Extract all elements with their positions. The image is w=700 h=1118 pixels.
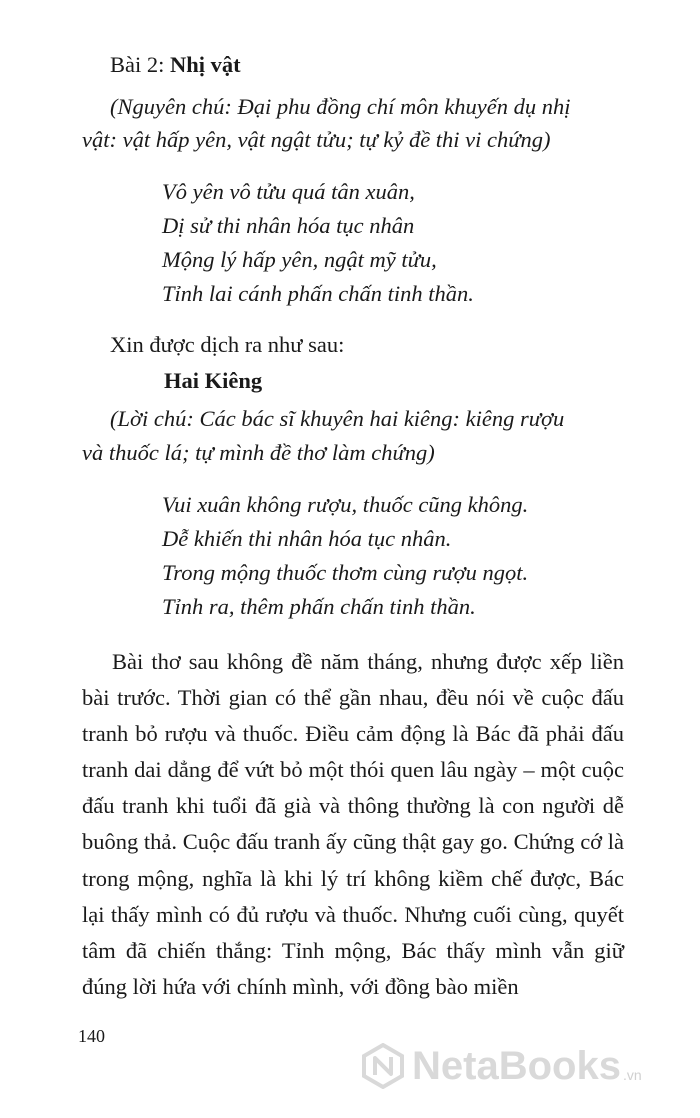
verse-line: Dễ khiến thi nhân hóa tục nhân.: [162, 526, 452, 551]
poem-number: Bài 2:: [110, 52, 165, 77]
body-paragraph: Bài thơ sau không đề năm tháng, nhưng được xếp liền bài trước. Thời gian có thể gần nhau, đều nói về cuộc đấu tranh bỏ rượu và thuốc. Điều cảm động là Bác đã phải đấu tranh dai dẳng để vứt bỏ một thói quen lâu ngày – một cuộc đấu tranh khi tuổi đã già và thông thường là con người dễ buông thả. Cuộc đấu tranh ấy cũng thật gay go. Chứng cớ là trong mộng, nghĩa là khi lý trí không kiềm chế được, Bác lại thấy mình có đủ rượu và thuốc. Nhưng cuối cùng, quyết tâm đã chiến thắng: Tỉnh mộng, Bác thấy mình vẫn giữ đúng lời hứa với chính mình, với đồng bào miền: [82, 649, 624, 999]
translation-note-line: và thuốc lá; tự mình đề thơ làm chứng): [82, 440, 435, 465]
verse-line: Dị sử thi nhân hóa tục nhân: [162, 213, 415, 238]
verse-line: Trong mộng thuốc thơm cùng rượu ngọt.: [162, 560, 529, 585]
original-note-line: vật: vật hấp yên, vật ngật tửu; tự kỷ đề thi vi chứng): [82, 127, 551, 152]
poem-heading: [110, 50, 241, 80]
verse-line: Tỉnh ra, thêm phấn chấn tinh thần.: [162, 594, 476, 619]
watermark: [360, 1036, 690, 1096]
original-note-line: (Nguyên chú: Đại phu đồng chí môn khuyến dụ nhị: [110, 94, 571, 119]
verse-line: Tỉnh lai cánh phấn chấn tinh thần.: [162, 281, 474, 306]
watermark-brand: NetaBooks: [412, 1043, 621, 1088]
translation-note-line: (Lời chú: Các bác sĩ khuyên hai kiêng: kiêng rượu: [110, 406, 565, 431]
verse-line: Mộng lý hấp yên, ngật mỹ tửu,: [162, 247, 437, 272]
translation-title: Hai Kiêng: [164, 368, 263, 393]
translation-intro: Xin được dịch ra như sau:: [110, 332, 345, 357]
netabooks-logo-icon: [360, 1043, 406, 1089]
watermark-suffix: .vn: [622, 1067, 642, 1083]
verse-line: Vô yên vô tửu quá tân xuân,: [162, 179, 415, 204]
page-number: 140: [78, 1026, 105, 1046]
verse-line: Vui xuân không rượu, thuốc cũng không.: [162, 492, 529, 517]
poem-title: Nhị vật: [170, 52, 241, 77]
